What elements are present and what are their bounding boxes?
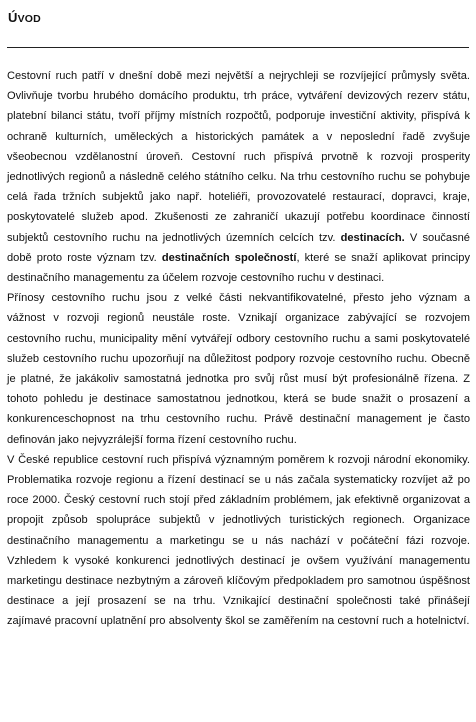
text-run: , které se snaží aplikovat principy destinačního managementu za účelem rozvoje cestovního ruchu v destinaci. [7,251,470,285]
heading-rest: VOD [17,13,41,25]
paragraph [7,66,470,288]
heading-divider [7,47,469,48]
section-heading [7,8,469,27]
paragraph [7,288,470,450]
text-run: V České republice cestovní ruch přispívá významným poměrem k rozvoji národní ekonomiky. Problematika rozvoje regionu a řízení destinací se u nás začala systematicky rozvíjet až po roce 2000. Český cestovní ruch stojí před základním problémem, jak efektivně organizovat a propojit způsob spolupráce subjektů v jednotlivých turistických regionech. Organizace destinačního managementu a marketingu se u nás nachází v počáteční fázi rozvoje. Vzhledem k vysoké konkurenci jednotlivých destinací je ovšem využívání managementu marketingu destinace nezbytným a zároveň klíčovým předpokladem pro samotnou úspěšnost destinace a její prosazení se na trhu. Vznikající destinační společnosti také přinášejí zajímavé pracovní uplatnění pro absolventy škol se zaměřením na cestovní ruch a hotelnictví. [7,453,470,628]
text-run: Přínosy cestovního ruchu jsou z velké části nekvantifikovatelné, přesto jeho význam a vážnost v rozvoji regionů neustále roste. Vznikají organizace zabývající se rozvojem cestovního ruchu, municipality mění vytvářejí odbory cestovního ruchu a sami poskytovatelé služeb cestovního ruchu upozorňují na důležitost podpory rozvoje cestovního ruchu. Obecně je platné, že jakákoliv samostatná jednotka pro svůj růst musí být profesionálně řízena. Z tohoto pohledu je destinace samostatnou jednotkou, která se bude snažit o prosazení a konkurenceschopnost na trhu cestovního ruchu. Právě destinační management je často definován jako nejvyzrálejší forma řízení cestovního ruchu. [7,292,470,446]
bold-term: destinačních společností [161,251,297,264]
body-text [7,66,469,632]
paragraph [7,450,470,632]
text-run: Cestovní ruch patří v dnešní době mezi největší a nejrychleji se rozvíjející průmysly světa. Ovlivňuje tvorbu hrubého domácího produktu, trh práce, vytváření devizových rezerv státu, platební bilanci státu, tvoří příjmy místních rozpočtů, podporuje investiční aktivity, přispívá k ochraně kulturních, uměleckých a historických památek a v neposlední řadě zvyšuje všeobecnou vzdělanostní úroveň. Cestovní ruch přispívá prvotně k rozvoji prosperity jednotlivých regionů a následně celého státního celku. Na trhu cestovního ruchu se pohybuje celá řada tržních subjektů jako např. hoteliéři, provozovatelé restaurací, dopravci, kraje, poskytovatelé služeb apod. Zkušenosti ze zahraničí ukazují potřebu koordinace činností subjektů cestovního ruchu na jednotlivých územních celcích tzv. [7,70,470,244]
heading-first-letter: Ú [8,10,18,25]
text-run: V současné době proto roste význam tzv. [7,231,470,264]
bold-term: destinacích. [340,231,405,244]
